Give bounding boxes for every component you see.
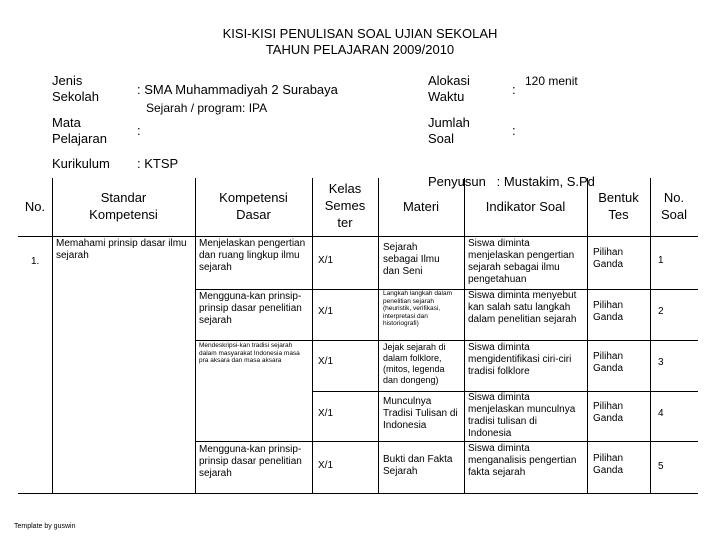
no-soal-cell: 3: [658, 357, 664, 368]
materi-cell: Munculnya Tradisi Tulisan di Indonesia: [383, 396, 458, 431]
footer-template-credit: Template by guswin: [14, 523, 76, 530]
row-number: 1.: [31, 256, 40, 267]
indikator-cell: Siswa diminta menjelaskan pengertian sejarah sebagai ilmu pengetahuan: [468, 238, 575, 285]
kompetensi-dasar-cell: Mengguna-kan prinsip-prinsip dasar penelitian sejarah: [199, 444, 302, 479]
materi-cell: Sejarah sebagai Ilmu dan Seni: [383, 242, 440, 277]
kelas-cell: X/1: [318, 460, 334, 471]
alokasi-waktu-value: 120 menit: [525, 74, 578, 88]
jumlah-soal-colon: :: [512, 123, 516, 138]
alokasi-waktu-colon: :: [512, 82, 516, 97]
kurikulum-label: Kurikulum: [52, 156, 110, 171]
kelas-cell: X/1: [318, 408, 334, 419]
header-kelas-semester: Kelas Semes ter: [324, 181, 366, 230]
header-no-soal: No. Soal: [660, 190, 688, 222]
no-soal-cell: 1: [658, 255, 664, 266]
materi-cell: Jejak sejarah di dalam folklore, (mitos, legenda dan dongeng): [383, 342, 446, 385]
indikator-cell: Siswa diminta menjelaskan munculnya tradisi tulisan di Indonesia: [468, 392, 576, 439]
bentuk-tes-cell: Pilihan Ganda: [593, 401, 624, 424]
kompetensi-dasar-cell: Menjelaskan pengertian dan ruang lingkup ilmu sejarah: [199, 238, 306, 273]
header-standar-kompetensi: Standar Kompetensi: [89, 190, 158, 222]
penyusun-text: Penyusun : Mustakim, S.Pd: [428, 174, 595, 189]
jenis-sekolah-label: Jenis Sekolah: [52, 73, 99, 104]
bentuk-tes-cell: Pilihan Ganda: [593, 453, 624, 476]
indikator-cell: Siswa diminta menyebut kan salah satu langkah dalam penelitian sejarah: [468, 290, 577, 325]
alokasi-waktu-label: Alokasi Waktu: [428, 73, 470, 104]
indikator-cell: Siswa diminta menganalisis pengertian fakta sejarah: [468, 443, 577, 478]
standar-kompetensi-text: Memahami prinsip dasar ilmu sejarah: [56, 238, 187, 261]
header-kompetensi-dasar: Kompetensi Dasar: [219, 190, 288, 222]
jumlah-soal-label: Jumlah Soal: [428, 115, 470, 146]
document-title: KISI-KISI PENULISAN SOAL UJIAN SEKOLAH: [222, 26, 498, 41]
kelas-cell: X/1: [318, 356, 334, 367]
bentuk-tes-cell: Pilihan Ganda: [593, 247, 624, 270]
program-text: Sejarah / program: IPA: [146, 101, 268, 115]
jenis-sekolah-value: : SMA Muhammadiyah 2 Surabaya: [137, 82, 338, 97]
kelas-cell: X/1: [318, 255, 334, 266]
kurikulum-value: : KTSP: [137, 156, 179, 171]
no-soal-cell: 2: [658, 306, 664, 317]
materi-cell: Langkah langkah dalam penelitian sejarah (heuristik, verifikasi, interpretasi dan historiografi): [383, 290, 453, 327]
kelas-cell: X/1: [318, 306, 334, 317]
kompetensi-dasar-cell: Mendeskripsi-kan tradisi sejarah dalam masyarakat Indonesia masa pra aksara dan masa aksara: [199, 342, 300, 364]
bentuk-tes-cell: Pilihan Ganda: [593, 351, 624, 374]
header-materi: Materi: [402, 199, 440, 214]
header-bentuk-tes: Bentuk Tes: [598, 190, 639, 222]
materi-cell: Bukti dan Fakta Sejarah: [383, 454, 453, 477]
no-soal-cell: 5: [658, 461, 664, 472]
bentuk-tes-cell: Pilihan Ganda: [593, 300, 624, 323]
indikator-cell: Siswa diminta mengidentifikasi ciri-ciri tradisi folklore: [468, 342, 572, 377]
header-no: No.: [24, 199, 46, 214]
kompetensi-dasar-cell: Mengguna-kan prinsip-prinsip dasar penelitian sejarah: [199, 291, 302, 326]
mata-pelajaran-value: :: [137, 123, 141, 138]
document-subtitle: TAHUN PELAJARAN 2009/2010: [265, 42, 455, 57]
header-indikator-soal: Indikator Soal: [485, 199, 566, 214]
mata-pelajaran-label: Mata Pelajaran: [52, 115, 107, 146]
no-soal-cell: 4: [658, 408, 664, 419]
